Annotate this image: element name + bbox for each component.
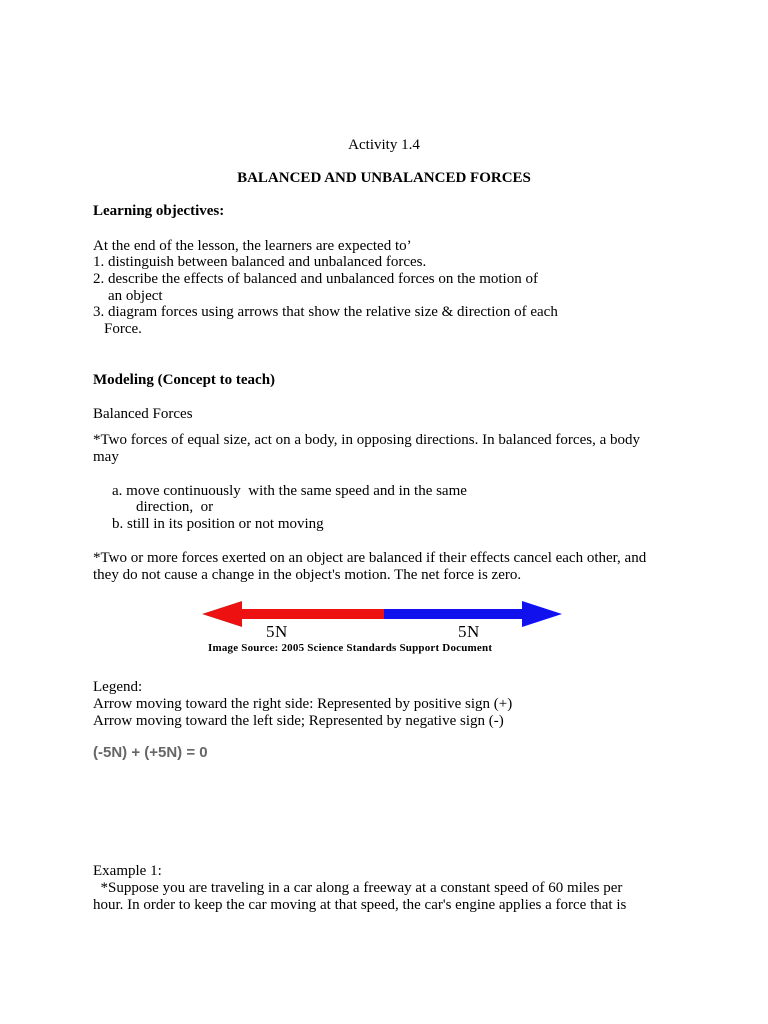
right-force-label: 5N (458, 622, 480, 641)
left-force-arrow (202, 601, 384, 627)
example-heading: Example 1: (93, 863, 162, 879)
net-force-equation: (-5N) + (+5N) = 0 (93, 744, 208, 761)
legend-left-arrow: Arrow moving toward the left side; Represented by negative sign (-) (93, 713, 504, 729)
page-title: BALANCED AND UNBALANCED FORCES (237, 170, 531, 186)
balanced-explanation-line-2: they do not cause a change in the object's motion. The net force is zero. (93, 567, 522, 583)
force-arrows-figure (198, 598, 566, 658)
example-line-1: *Suppose you are traveling in a car along a freeway at a constant speed of 60 miles per (93, 880, 623, 896)
objective-1: 1. distinguish between balanced and unbalanced forces. (93, 254, 427, 270)
left-force-label: 5N (266, 622, 288, 641)
modeling-heading: Modeling (Concept to teach) (93, 372, 276, 388)
activity-number: Activity 1.4 (348, 137, 420, 153)
objective-2-continued: an object (108, 288, 163, 304)
objective-3: 3. diagram forces using arrows that show the relative size & direction of each (93, 304, 558, 320)
objective-2: 2. describe the effects of balanced and unbalanced forces on the motion of (93, 271, 538, 287)
legend-heading: Legend: (93, 679, 143, 695)
image-source-caption: Image Source: 2005 Science Standards Support Document (208, 642, 493, 654)
definition-line-2: may (93, 449, 119, 465)
option-a: a. move continuously with the same speed and in the same (112, 483, 467, 499)
legend-right-arrow: Arrow moving toward the right side: Represented by positive sign (+) (93, 696, 513, 712)
option-b: b. still in its position or not moving (112, 516, 324, 532)
example-line-2: hour. In order to keep the car moving at that speed, the car's engine applies a force that is (93, 897, 627, 913)
balanced-explanation-line-1: *Two or more forces exerted on an object are balanced if their effects cancel each other, and (93, 550, 647, 566)
option-a-continued: direction, or (136, 499, 214, 515)
definition-line-1: *Two forces of equal size, act on a body, in opposing directions. In balanced forces, a body (93, 432, 640, 448)
objectives-intro: At the end of the lesson, the learners are expected to’ (93, 238, 412, 254)
objectives-heading: Learning objectives: (93, 203, 225, 219)
balanced-forces-subheading: Balanced Forces (93, 406, 193, 422)
objective-3-continued: Force. (104, 321, 142, 337)
